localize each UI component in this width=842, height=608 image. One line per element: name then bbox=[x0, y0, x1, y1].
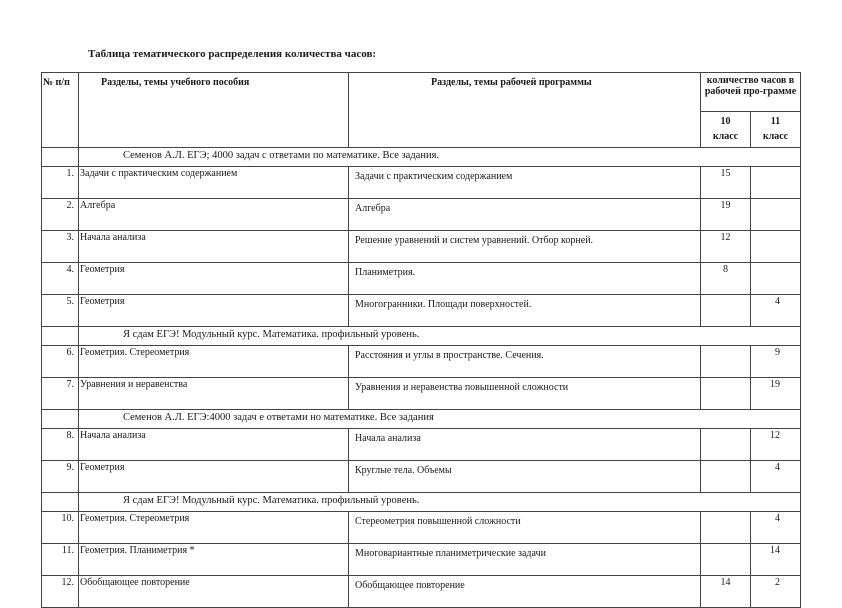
program-topic: Стереометрия повышенной сложности bbox=[349, 512, 701, 544]
group-row bbox=[42, 327, 801, 346]
table-row bbox=[42, 263, 801, 295]
grade-10-label: класс bbox=[712, 131, 739, 142]
row-number: 1. bbox=[42, 167, 79, 199]
table-row bbox=[42, 461, 801, 493]
header-hours: количество часов в рабочей про-грамме bbox=[701, 73, 801, 112]
textbook-topic: Уравнения и неравенства bbox=[79, 378, 349, 410]
hours-grade-10 bbox=[701, 512, 751, 544]
hours-grade-10: 12 bbox=[701, 231, 751, 263]
hours-grade-10 bbox=[701, 461, 751, 493]
document-title: Таблица тематического распределения количества часов: bbox=[88, 48, 377, 60]
table-row bbox=[42, 295, 801, 327]
hours-grade-11 bbox=[751, 263, 801, 295]
group-row bbox=[42, 148, 801, 167]
row-number: 8. bbox=[42, 429, 79, 461]
program-topic: Планиметрия. bbox=[349, 263, 701, 295]
row-number: 12. bbox=[42, 576, 79, 608]
program-topic: Круглые тела. Объемы bbox=[349, 461, 701, 493]
textbook-topic: Геометрия. Планиметрия * bbox=[79, 544, 349, 576]
group-number-cell bbox=[42, 148, 79, 167]
row-number: 4. bbox=[42, 263, 79, 295]
hours-grade-11 bbox=[751, 231, 801, 263]
textbook-topic: Геометрия bbox=[79, 295, 349, 327]
header-textbook-sections: Разделы, темы учебного пособия bbox=[79, 73, 349, 148]
hours-grade-11: 4 bbox=[751, 512, 801, 544]
hours-grade-11: 2 bbox=[751, 576, 801, 608]
table-row bbox=[42, 544, 801, 576]
hours-grade-10: 8 bbox=[701, 263, 751, 295]
hours-distribution-table bbox=[41, 72, 801, 608]
hours-grade-11: 19 bbox=[751, 378, 801, 410]
group-number-cell bbox=[42, 327, 79, 346]
group-row bbox=[42, 410, 801, 429]
program-topic: Начала анализа bbox=[349, 429, 701, 461]
group-title: Семенов А.Л. ЕГЭ; 4000 задач с ответами по математике. Все задания. bbox=[79, 148, 801, 167]
table-row bbox=[42, 512, 801, 544]
program-topic: Уравнения и неравенства повышенной сложности bbox=[349, 378, 701, 410]
header-grade-10 bbox=[701, 112, 751, 148]
program-topic: Задачи с практическим содержанием bbox=[349, 167, 701, 199]
hours-grade-11: 9 bbox=[751, 346, 801, 378]
textbook-topic: Задачи с практическим содержанием bbox=[79, 167, 349, 199]
hours-grade-10 bbox=[701, 544, 751, 576]
grade-11-number: 11 bbox=[770, 116, 781, 127]
header-program-sections: Разделы, темы рабочей программы bbox=[349, 73, 701, 148]
table-row bbox=[42, 576, 801, 608]
grade-10-number: 10 bbox=[720, 116, 731, 127]
hours-grade-11 bbox=[751, 167, 801, 199]
row-number: 5. bbox=[42, 295, 79, 327]
row-number: 9. bbox=[42, 461, 79, 493]
textbook-topic: Обобщающее повторение bbox=[79, 576, 349, 608]
hours-grade-10: 15 bbox=[701, 167, 751, 199]
hours-grade-11: 14 bbox=[751, 544, 801, 576]
program-topic: Обобщающее повторение bbox=[349, 576, 701, 608]
row-number: 3. bbox=[42, 231, 79, 263]
hours-grade-10: 19 bbox=[701, 199, 751, 231]
header-row bbox=[42, 73, 801, 112]
table-row bbox=[42, 346, 801, 378]
row-number: 2. bbox=[42, 199, 79, 231]
row-number: 11. bbox=[42, 544, 79, 576]
hours-grade-10 bbox=[701, 429, 751, 461]
group-title: Семенов А.Л. ЕГЭ:4000 задач е ответами но математике. Все задания bbox=[79, 410, 801, 429]
program-topic: Алгебра bbox=[349, 199, 701, 231]
group-title: Я сдам ЕГЭ! Модульный курс. Математика. профильный уровень. bbox=[79, 493, 801, 512]
hours-grade-11: 12 bbox=[751, 429, 801, 461]
grade-11-label: класс bbox=[762, 131, 789, 142]
hours-grade-11 bbox=[751, 199, 801, 231]
hours-grade-10 bbox=[701, 346, 751, 378]
group-row bbox=[42, 493, 801, 512]
group-number-cell bbox=[42, 410, 79, 429]
textbook-topic: Геометрия. Стереометрия bbox=[79, 512, 349, 544]
textbook-topic: Начала анализа bbox=[79, 429, 349, 461]
header-number: № п/п bbox=[42, 73, 79, 148]
header-grade-11 bbox=[751, 112, 801, 148]
hours-grade-11: 4 bbox=[751, 461, 801, 493]
program-topic: Расстояния и углы в пространстве. Сечения. bbox=[349, 346, 701, 378]
textbook-topic: Геометрия. Стереометрия bbox=[79, 346, 349, 378]
group-number-cell bbox=[42, 493, 79, 512]
table-row bbox=[42, 231, 801, 263]
row-number: 7. bbox=[42, 378, 79, 410]
row-number: 10. bbox=[42, 512, 79, 544]
program-topic: Решение уравнений и систем уравнений. Отбор корней. bbox=[349, 231, 701, 263]
group-title: Я сдам ЕГЭ! Модульный курс. Математика. профильный уровень. bbox=[79, 327, 801, 346]
table-row bbox=[42, 199, 801, 231]
program-topic: Многовариантные планиметрические задачи bbox=[349, 544, 701, 576]
program-topic: Многогранники. Площади поверхностей. bbox=[349, 295, 701, 327]
textbook-topic: Начала анализа bbox=[79, 231, 349, 263]
hours-grade-11: 4 bbox=[751, 295, 801, 327]
table-row bbox=[42, 429, 801, 461]
hours-grade-10 bbox=[701, 378, 751, 410]
table-row bbox=[42, 167, 801, 199]
textbook-topic: Алгебра bbox=[79, 199, 349, 231]
hours-grade-10: 14 bbox=[701, 576, 751, 608]
textbook-topic: Геометрия bbox=[79, 263, 349, 295]
table-row bbox=[42, 378, 801, 410]
textbook-topic: Геометрия bbox=[79, 461, 349, 493]
row-number: 6. bbox=[42, 346, 79, 378]
hours-grade-10 bbox=[701, 295, 751, 327]
